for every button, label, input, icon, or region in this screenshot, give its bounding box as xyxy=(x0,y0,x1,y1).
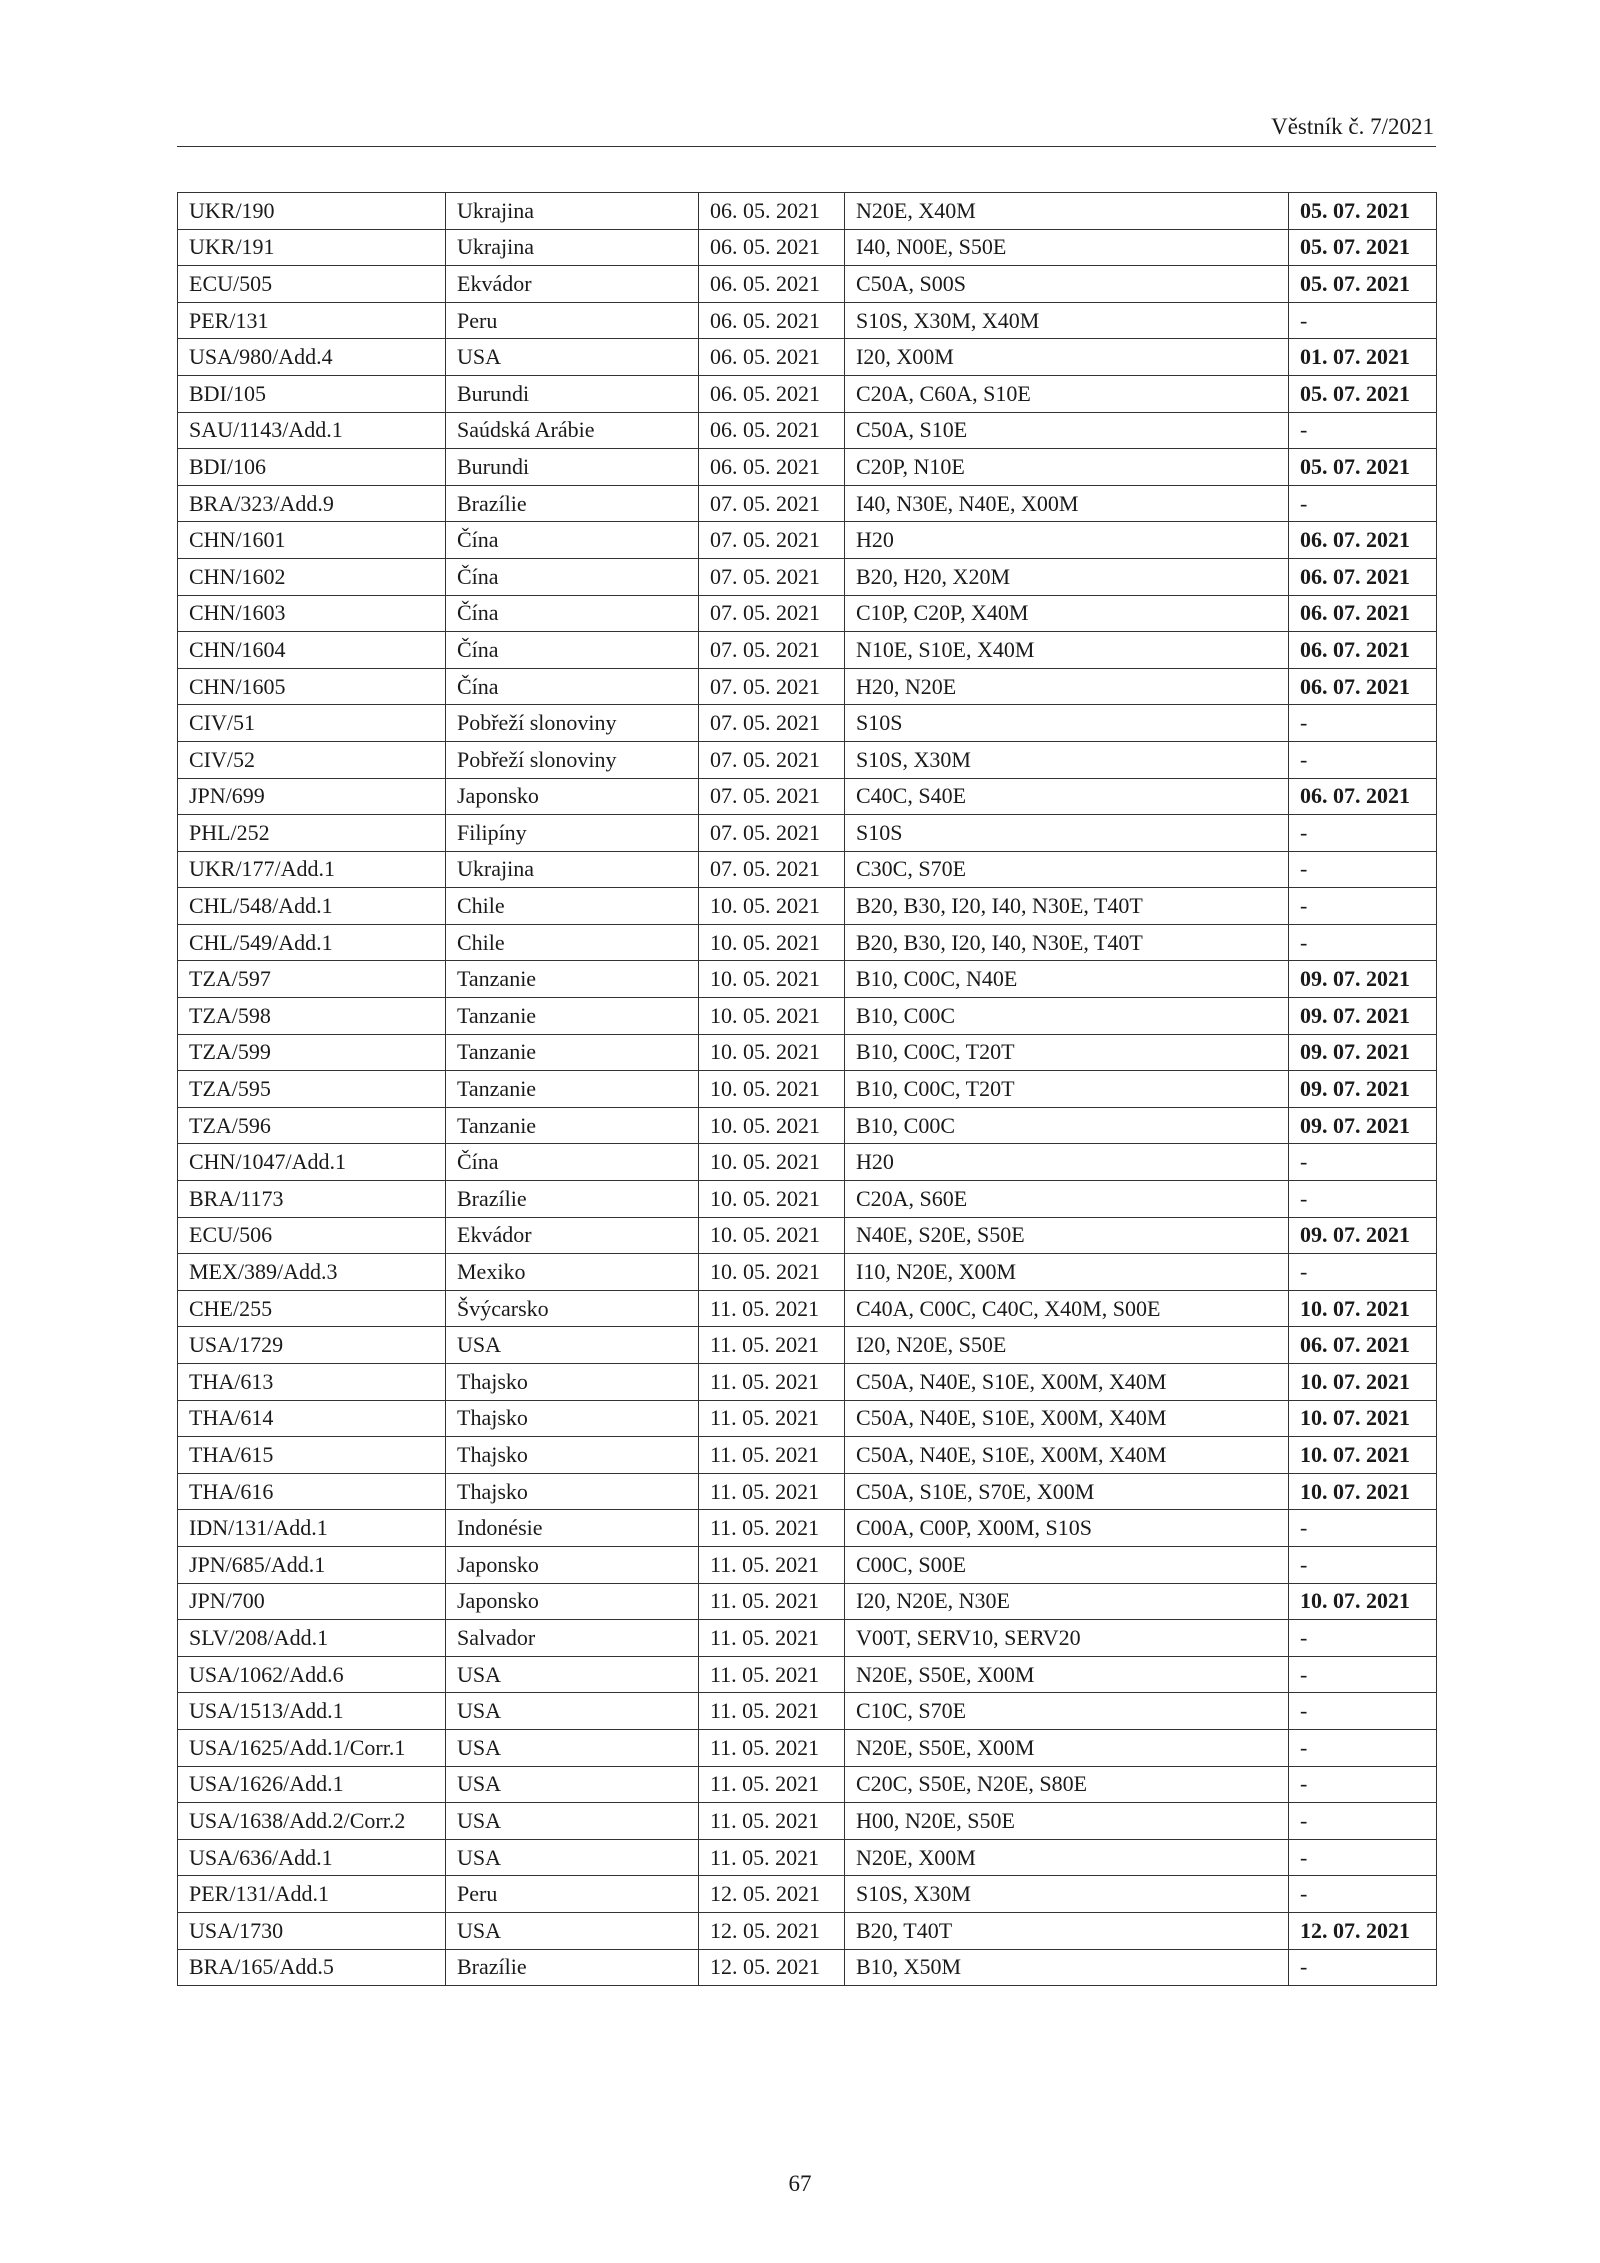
table-row xyxy=(178,1912,1437,1949)
table-row xyxy=(178,1437,1437,1474)
symbol-cell: THA/616 xyxy=(178,1473,446,1510)
date-cell: 11. 05. 2021 xyxy=(699,1839,845,1876)
deadline-cell: - xyxy=(1289,1876,1437,1913)
codes-cell: C50A, S00S xyxy=(845,266,1289,303)
table-row xyxy=(178,1656,1437,1693)
country-cell: USA xyxy=(446,1693,699,1730)
codes-cell: B20, B30, I20, I40, N30E, T40T xyxy=(845,888,1289,925)
country-cell: Ukrajina xyxy=(446,193,699,230)
codes-cell: C20A, C60A, S10E xyxy=(845,375,1289,412)
journal-title: Věstník č. 7/2021 xyxy=(1271,114,1434,139)
date-cell: 06. 05. 2021 xyxy=(699,193,845,230)
symbol-cell: PHL/252 xyxy=(178,815,446,852)
table-row xyxy=(178,888,1437,925)
codes-cell: H20 xyxy=(845,1144,1289,1181)
table-row xyxy=(178,1217,1437,1254)
date-cell: 11. 05. 2021 xyxy=(699,1546,845,1583)
country-cell: USA xyxy=(446,1729,699,1766)
table-row xyxy=(178,961,1437,998)
country-cell: Japonsko xyxy=(446,1583,699,1620)
date-cell: 12. 05. 2021 xyxy=(699,1949,845,1986)
codes-cell: C00A, C00P, X00M, S10S xyxy=(845,1510,1289,1547)
deadline-cell: - xyxy=(1289,1620,1437,1657)
symbol-cell: THA/615 xyxy=(178,1437,446,1474)
table-row xyxy=(178,558,1437,595)
table-row xyxy=(178,1949,1437,1986)
table-row xyxy=(178,741,1437,778)
codes-cell: C50A, N40E, S10E, X00M, X40M xyxy=(845,1364,1289,1401)
date-cell: 11. 05. 2021 xyxy=(699,1766,845,1803)
date-cell: 11. 05. 2021 xyxy=(699,1803,845,1840)
country-cell: Japonsko xyxy=(446,778,699,815)
date-cell: 06. 05. 2021 xyxy=(699,229,845,266)
symbol-cell: USA/980/Add.4 xyxy=(178,339,446,376)
symbol-cell: SAU/1143/Add.1 xyxy=(178,412,446,449)
deadline-cell: 01. 07. 2021 xyxy=(1289,339,1437,376)
deadline-cell: 06. 07. 2021 xyxy=(1289,1327,1437,1364)
symbol-cell: THA/613 xyxy=(178,1364,446,1401)
date-cell: 07. 05. 2021 xyxy=(699,522,845,559)
symbol-cell: USA/1625/Add.1/Corr.1 xyxy=(178,1729,446,1766)
date-cell: 10. 05. 2021 xyxy=(699,1144,845,1181)
codes-cell: I40, N30E, N40E, X00M xyxy=(845,485,1289,522)
country-cell: Čína xyxy=(446,1144,699,1181)
country-cell: Čína xyxy=(446,595,699,632)
date-cell: 11. 05. 2021 xyxy=(699,1473,845,1510)
codes-cell: B20, B30, I20, I40, N30E, T40T xyxy=(845,924,1289,961)
country-cell: Tanzanie xyxy=(446,998,699,1035)
deadline-cell: 06. 07. 2021 xyxy=(1289,522,1437,559)
deadline-cell: - xyxy=(1289,1766,1437,1803)
country-cell: Ekvádor xyxy=(446,266,699,303)
codes-cell: I20, N20E, N30E xyxy=(845,1583,1289,1620)
country-cell: Čína xyxy=(446,522,699,559)
country-cell: USA xyxy=(446,1766,699,1803)
date-cell: 07. 05. 2021 xyxy=(699,668,845,705)
codes-cell: C20A, S60E xyxy=(845,1181,1289,1218)
date-cell: 11. 05. 2021 xyxy=(699,1693,845,1730)
table-row xyxy=(178,632,1437,669)
date-cell: 06. 05. 2021 xyxy=(699,412,845,449)
symbol-cell: UKR/177/Add.1 xyxy=(178,851,446,888)
table-body xyxy=(178,193,1437,1986)
country-cell: Čína xyxy=(446,668,699,705)
date-cell: 07. 05. 2021 xyxy=(699,595,845,632)
country-cell: Salvador xyxy=(446,1620,699,1657)
deadline-cell: - xyxy=(1289,1546,1437,1583)
deadline-cell: - xyxy=(1289,924,1437,961)
deadline-cell: - xyxy=(1289,485,1437,522)
table-row xyxy=(178,595,1437,632)
deadline-cell: 09. 07. 2021 xyxy=(1289,1107,1437,1144)
deadline-cell: 10. 07. 2021 xyxy=(1289,1437,1437,1474)
table-row xyxy=(178,851,1437,888)
table-row xyxy=(178,668,1437,705)
deadline-cell: - xyxy=(1289,705,1437,742)
symbol-cell: BRA/165/Add.5 xyxy=(178,1949,446,1986)
table-row xyxy=(178,412,1437,449)
symbol-cell: JPN/700 xyxy=(178,1583,446,1620)
symbol-cell: UKR/191 xyxy=(178,229,446,266)
date-cell: 06. 05. 2021 xyxy=(699,266,845,303)
table-row xyxy=(178,1290,1437,1327)
symbol-cell: THA/614 xyxy=(178,1400,446,1437)
deadline-cell: 09. 07. 2021 xyxy=(1289,1071,1437,1108)
table-row xyxy=(178,815,1437,852)
country-cell: Brazílie xyxy=(446,1181,699,1218)
codes-cell: B20, T40T xyxy=(845,1912,1289,1949)
table-row xyxy=(178,1583,1437,1620)
table-row xyxy=(178,1839,1437,1876)
symbol-cell: CHL/548/Add.1 xyxy=(178,888,446,925)
deadline-cell: 10. 07. 2021 xyxy=(1289,1290,1437,1327)
table-row xyxy=(178,1803,1437,1840)
symbol-cell: CIV/52 xyxy=(178,741,446,778)
symbol-cell: USA/1513/Add.1 xyxy=(178,1693,446,1730)
codes-cell: C50A, S10E, S70E, X00M xyxy=(845,1473,1289,1510)
codes-cell: I20, N20E, S50E xyxy=(845,1327,1289,1364)
table-row xyxy=(178,375,1437,412)
country-cell: Ukrajina xyxy=(446,851,699,888)
country-cell: USA xyxy=(446,1912,699,1949)
codes-cell: B10, C00C xyxy=(845,1107,1289,1144)
deadline-cell: 05. 07. 2021 xyxy=(1289,375,1437,412)
table-row xyxy=(178,1546,1437,1583)
deadline-cell: - xyxy=(1289,851,1437,888)
symbol-cell: CHN/1603 xyxy=(178,595,446,632)
date-cell: 10. 05. 2021 xyxy=(699,1181,845,1218)
table-row xyxy=(178,1144,1437,1181)
deadline-cell: 05. 07. 2021 xyxy=(1289,266,1437,303)
symbol-cell: TZA/598 xyxy=(178,998,446,1035)
country-cell: Saúdská Arábie xyxy=(446,412,699,449)
symbol-cell: BRA/323/Add.9 xyxy=(178,485,446,522)
deadline-cell: 06. 07. 2021 xyxy=(1289,632,1437,669)
table-row xyxy=(178,1693,1437,1730)
country-cell: Chile xyxy=(446,888,699,925)
deadline-cell: - xyxy=(1289,1803,1437,1840)
symbol-cell: USA/1730 xyxy=(178,1912,446,1949)
table-row xyxy=(178,1729,1437,1766)
table-row xyxy=(178,1473,1437,1510)
symbol-cell: USA/1729 xyxy=(178,1327,446,1364)
symbol-cell: JPN/685/Add.1 xyxy=(178,1546,446,1583)
date-cell: 10. 05. 2021 xyxy=(699,961,845,998)
table-row xyxy=(178,339,1437,376)
country-cell: USA xyxy=(446,1803,699,1840)
symbol-cell: USA/1062/Add.6 xyxy=(178,1656,446,1693)
date-cell: 11. 05. 2021 xyxy=(699,1620,845,1657)
country-cell: Tanzanie xyxy=(446,1107,699,1144)
table-row xyxy=(178,1071,1437,1108)
table-row xyxy=(178,1766,1437,1803)
codes-cell: N20E, X00M xyxy=(845,1839,1289,1876)
codes-cell: H20, N20E xyxy=(845,668,1289,705)
country-cell: Burundi xyxy=(446,375,699,412)
country-cell: Thajsko xyxy=(446,1437,699,1474)
country-cell: Filipíny xyxy=(446,815,699,852)
deadline-cell: 05. 07. 2021 xyxy=(1289,193,1437,230)
codes-cell: S10S xyxy=(845,705,1289,742)
date-cell: 06. 05. 2021 xyxy=(699,302,845,339)
table-row xyxy=(178,1254,1437,1291)
table-row xyxy=(178,193,1437,230)
symbol-cell: TZA/597 xyxy=(178,961,446,998)
symbol-cell: CHN/1604 xyxy=(178,632,446,669)
table-row xyxy=(178,1400,1437,1437)
country-cell: Pobřeží slonoviny xyxy=(446,741,699,778)
country-cell: Thajsko xyxy=(446,1400,699,1437)
codes-cell: C40C, S40E xyxy=(845,778,1289,815)
table-row xyxy=(178,778,1437,815)
deadline-cell: - xyxy=(1289,1656,1437,1693)
country-cell: Brazílie xyxy=(446,1949,699,1986)
table-row xyxy=(178,449,1437,486)
notifications-table xyxy=(177,192,1437,1986)
symbol-cell: MEX/389/Add.3 xyxy=(178,1254,446,1291)
country-cell: Japonsko xyxy=(446,1546,699,1583)
codes-cell: V00T, SERV10, SERV20 xyxy=(845,1620,1289,1657)
deadline-cell: 09. 07. 2021 xyxy=(1289,998,1437,1035)
codes-cell: N20E, S50E, X00M xyxy=(845,1656,1289,1693)
date-cell: 10. 05. 2021 xyxy=(699,1254,845,1291)
codes-cell: S10S, X30M xyxy=(845,741,1289,778)
date-cell: 07. 05. 2021 xyxy=(699,778,845,815)
date-cell: 06. 05. 2021 xyxy=(699,375,845,412)
symbol-cell: USA/1638/Add.2/Corr.2 xyxy=(178,1803,446,1840)
table-row xyxy=(178,924,1437,961)
codes-cell: C40A, C00C, C40C, X40M, S00E xyxy=(845,1290,1289,1327)
deadline-cell: 06. 07. 2021 xyxy=(1289,558,1437,595)
symbol-cell: CHN/1605 xyxy=(178,668,446,705)
country-cell: Čína xyxy=(446,632,699,669)
deadline-cell: 10. 07. 2021 xyxy=(1289,1364,1437,1401)
symbol-cell: CHN/1047/Add.1 xyxy=(178,1144,446,1181)
date-cell: 11. 05. 2021 xyxy=(699,1364,845,1401)
country-cell: USA xyxy=(446,1656,699,1693)
symbol-cell: CHN/1601 xyxy=(178,522,446,559)
date-cell: 12. 05. 2021 xyxy=(699,1876,845,1913)
symbol-cell: CHL/549/Add.1 xyxy=(178,924,446,961)
country-cell: Pobřeží slonoviny xyxy=(446,705,699,742)
symbol-cell: TZA/596 xyxy=(178,1107,446,1144)
deadline-cell: 10. 07. 2021 xyxy=(1289,1583,1437,1620)
date-cell: 11. 05. 2021 xyxy=(699,1510,845,1547)
deadline-cell: 09. 07. 2021 xyxy=(1289,961,1437,998)
codes-cell: S10S, X30M, X40M xyxy=(845,302,1289,339)
table-row xyxy=(178,485,1437,522)
deadline-cell: 09. 07. 2021 xyxy=(1289,1217,1437,1254)
deadline-cell: - xyxy=(1289,815,1437,852)
codes-cell: N10E, S10E, X40M xyxy=(845,632,1289,669)
deadline-cell: 09. 07. 2021 xyxy=(1289,1034,1437,1071)
date-cell: 11. 05. 2021 xyxy=(699,1437,845,1474)
deadline-cell: - xyxy=(1289,1510,1437,1547)
deadline-cell: 06. 07. 2021 xyxy=(1289,668,1437,705)
country-cell: Tanzanie xyxy=(446,1034,699,1071)
date-cell: 11. 05. 2021 xyxy=(699,1583,845,1620)
symbol-cell: TZA/599 xyxy=(178,1034,446,1071)
table-row xyxy=(178,1364,1437,1401)
page-header xyxy=(177,112,1436,147)
date-cell: 07. 05. 2021 xyxy=(699,558,845,595)
symbol-cell: JPN/699 xyxy=(178,778,446,815)
deadline-cell: - xyxy=(1289,302,1437,339)
date-cell: 10. 05. 2021 xyxy=(699,888,845,925)
date-cell: 11. 05. 2021 xyxy=(699,1327,845,1364)
codes-cell: S10S, X30M xyxy=(845,1876,1289,1913)
country-cell: Čína xyxy=(446,558,699,595)
deadline-cell: 05. 07. 2021 xyxy=(1289,449,1437,486)
country-cell: Thajsko xyxy=(446,1473,699,1510)
codes-cell: B10, C00C, N40E xyxy=(845,961,1289,998)
symbol-cell: CHN/1602 xyxy=(178,558,446,595)
date-cell: 06. 05. 2021 xyxy=(699,449,845,486)
codes-cell: C20P, N10E xyxy=(845,449,1289,486)
deadline-cell: - xyxy=(1289,1254,1437,1291)
table-row xyxy=(178,1107,1437,1144)
date-cell: 11. 05. 2021 xyxy=(699,1656,845,1693)
symbol-cell: USA/1626/Add.1 xyxy=(178,1766,446,1803)
table-row xyxy=(178,229,1437,266)
codes-cell: S10S xyxy=(845,815,1289,852)
country-cell: USA xyxy=(446,1327,699,1364)
country-cell: USA xyxy=(446,1839,699,1876)
symbol-cell: IDN/131/Add.1 xyxy=(178,1510,446,1547)
table-row xyxy=(178,1034,1437,1071)
deadline-cell: 10. 07. 2021 xyxy=(1289,1400,1437,1437)
codes-cell: I10, N20E, X00M xyxy=(845,1254,1289,1291)
deadline-cell: - xyxy=(1289,412,1437,449)
date-cell: 12. 05. 2021 xyxy=(699,1912,845,1949)
deadline-cell: - xyxy=(1289,1144,1437,1181)
deadline-cell: 10. 07. 2021 xyxy=(1289,1473,1437,1510)
country-cell: Chile xyxy=(446,924,699,961)
codes-cell: C50A, N40E, S10E, X00M, X40M xyxy=(845,1437,1289,1474)
codes-cell: C50A, N40E, S10E, X00M, X40M xyxy=(845,1400,1289,1437)
deadline-cell: - xyxy=(1289,1693,1437,1730)
codes-cell: C00C, S00E xyxy=(845,1546,1289,1583)
symbol-cell: UKR/190 xyxy=(178,193,446,230)
codes-cell: I20, X00M xyxy=(845,339,1289,376)
codes-cell: N40E, S20E, S50E xyxy=(845,1217,1289,1254)
symbol-cell: CHE/255 xyxy=(178,1290,446,1327)
table-row xyxy=(178,266,1437,303)
codes-cell: B10, C00C, T20T xyxy=(845,1034,1289,1071)
codes-cell: B20, H20, X20M xyxy=(845,558,1289,595)
symbol-cell: ECU/505 xyxy=(178,266,446,303)
symbol-cell: BDI/105 xyxy=(178,375,446,412)
date-cell: 11. 05. 2021 xyxy=(699,1400,845,1437)
codes-cell: H00, N20E, S50E xyxy=(845,1803,1289,1840)
date-cell: 10. 05. 2021 xyxy=(699,924,845,961)
country-cell: Tanzanie xyxy=(446,1071,699,1108)
deadline-cell: - xyxy=(1289,1181,1437,1218)
date-cell: 07. 05. 2021 xyxy=(699,705,845,742)
table-row xyxy=(178,302,1437,339)
table-row xyxy=(178,998,1437,1035)
symbol-cell: SLV/208/Add.1 xyxy=(178,1620,446,1657)
date-cell: 10. 05. 2021 xyxy=(699,1071,845,1108)
codes-cell: N20E, S50E, X00M xyxy=(845,1729,1289,1766)
table-row xyxy=(178,1181,1437,1218)
date-cell: 07. 05. 2021 xyxy=(699,851,845,888)
date-cell: 11. 05. 2021 xyxy=(699,1729,845,1766)
codes-cell: C50A, S10E xyxy=(845,412,1289,449)
codes-cell: B10, C00C, T20T xyxy=(845,1071,1289,1108)
symbol-cell: PER/131/Add.1 xyxy=(178,1876,446,1913)
date-cell: 10. 05. 2021 xyxy=(699,1107,845,1144)
deadline-cell: 06. 07. 2021 xyxy=(1289,778,1437,815)
deadline-cell: - xyxy=(1289,888,1437,925)
date-cell: 07. 05. 2021 xyxy=(699,485,845,522)
codes-cell: C10C, S70E xyxy=(845,1693,1289,1730)
country-cell: Ekvádor xyxy=(446,1217,699,1254)
codes-cell: H20 xyxy=(845,522,1289,559)
country-cell: Tanzanie xyxy=(446,961,699,998)
symbol-cell: ECU/506 xyxy=(178,1217,446,1254)
deadline-cell: - xyxy=(1289,1729,1437,1766)
deadline-cell: 05. 07. 2021 xyxy=(1289,229,1437,266)
table-row xyxy=(178,1620,1437,1657)
date-cell: 06. 05. 2021 xyxy=(699,339,845,376)
country-cell: Peru xyxy=(446,302,699,339)
country-cell: Ukrajina xyxy=(446,229,699,266)
codes-cell: I40, N00E, S50E xyxy=(845,229,1289,266)
date-cell: 07. 05. 2021 xyxy=(699,632,845,669)
codes-cell: N20E, X40M xyxy=(845,193,1289,230)
table-row xyxy=(178,1327,1437,1364)
table-row xyxy=(178,1876,1437,1913)
symbol-cell: BRA/1173 xyxy=(178,1181,446,1218)
country-cell: Thajsko xyxy=(446,1364,699,1401)
deadline-cell: - xyxy=(1289,1949,1437,1986)
date-cell: 10. 05. 2021 xyxy=(699,998,845,1035)
codes-cell: B10, X50M xyxy=(845,1949,1289,1986)
country-cell: Švýcarsko xyxy=(446,1290,699,1327)
codes-cell: C10P, C20P, X40M xyxy=(845,595,1289,632)
symbol-cell: CIV/51 xyxy=(178,705,446,742)
country-cell: Indonésie xyxy=(446,1510,699,1547)
symbol-cell: PER/131 xyxy=(178,302,446,339)
date-cell: 11. 05. 2021 xyxy=(699,1290,845,1327)
date-cell: 07. 05. 2021 xyxy=(699,741,845,778)
table-row xyxy=(178,705,1437,742)
deadline-cell: 12. 07. 2021 xyxy=(1289,1912,1437,1949)
page-number: 67 xyxy=(788,2171,812,2196)
country-cell: Brazílie xyxy=(446,485,699,522)
symbol-cell: TZA/595 xyxy=(178,1071,446,1108)
deadline-cell: - xyxy=(1289,741,1437,778)
symbol-cell: BDI/106 xyxy=(178,449,446,486)
date-cell: 10. 05. 2021 xyxy=(699,1034,845,1071)
date-cell: 07. 05. 2021 xyxy=(699,815,845,852)
deadline-cell: - xyxy=(1289,1839,1437,1876)
deadline-cell: 06. 07. 2021 xyxy=(1289,595,1437,632)
country-cell: USA xyxy=(446,339,699,376)
table-row xyxy=(178,522,1437,559)
country-cell: Peru xyxy=(446,1876,699,1913)
symbol-cell: USA/636/Add.1 xyxy=(178,1839,446,1876)
codes-cell: B10, C00C xyxy=(845,998,1289,1035)
codes-cell: C20C, S50E, N20E, S80E xyxy=(845,1766,1289,1803)
codes-cell: C30C, S70E xyxy=(845,851,1289,888)
country-cell: Burundi xyxy=(446,449,699,486)
table-row xyxy=(178,1510,1437,1547)
country-cell: Mexiko xyxy=(446,1254,699,1291)
date-cell: 10. 05. 2021 xyxy=(699,1217,845,1254)
